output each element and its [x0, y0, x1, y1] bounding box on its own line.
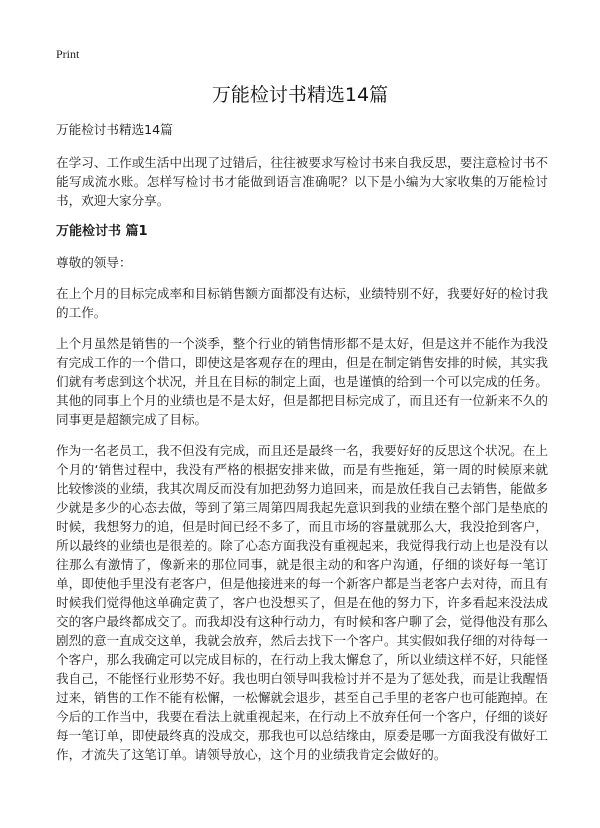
document-subtitle: 万能检讨书精选14篇 — [56, 122, 173, 137]
intro-paragraph: 在学习、工作或生活中出现了过错后，往往被要求写检讨书来自我反思，要注意检讨书不能写成流水账。怎样写检讨书才能做到语言准确呢？以下是小编为大家收集的万能检讨书，欢迎大家分享。 — [56, 155, 548, 208]
body-paragraph: 作为一名老员工，我不但没有完成，而且还是最终一名，我要好好的反思这个状况。在上个月的‘销售过程中，我没有严格的根据安排来做，而是有些拖延，第一周的时候原来就比较惨淡的业绩，我其次周反而没有加把劲努力追回来，而是放任我自己去销售，能做多少就是多少的心态去做，等到了第三周第四周我起先意识到我的业绩在整个部门是垫底的时候，我想努力的追，但是时间已经不多了，而且市场的容量就那么大，我没抢到客户，所以最终的业绩也是很差的。除了心态方面我没有重视起来，我觉得我行动上也是没有以往那么有激情了，像新来的那位同事，就是很主动的和客户沟通，仔细的谈好每一笔订单，即使他手里没有老客户，但是他接进来的每一个新客户都是当老客户去对待，而且有时候我们觉得他这单确定黄了，客户也没想买了，但是在他的努力下，许多看起来没法成交的客户最终都成交了。而我却没有这种行动力，有时候和客户聊了会，觉得他没有那么剧烈的意一直成交这单，我就会放弃，然后去找下一个客户。其实假如我仔细的对待每一个客户，那么我确定可以完成目标的，在行动上我太懈怠了，所以业绩这样不好，只能怪我自己，不能怪行业形势不好。我也明白领导叫我检讨并不是为了惩处我，而是让我醒悟过来，销售的工作不能有松懈，一松懈就会退步，甚至自己手里的老客户也可能跑掉。在今后的工作当中，我要在看法上就重视起来，在行动上不放弃任何一个客户，仔细的谈好每一笔订单，即使最终真的没成交，那我也可以总结缘由，原委是哪一方面我没有做好工作，才流失了这笔订单。请领导放心，这个月的业绩我肯定会做好的。 — [56, 443, 548, 762]
greeting: 尊敬的领导： — [56, 255, 132, 270]
body-paragraph: 在上个月的目标完成率和目标销售额方面都没有达标，业绩特别不好，我要好好的检讨我的工作。 — [56, 286, 548, 320]
document-title: 万能检讨书精选14篇 — [211, 84, 389, 106]
print-link[interactable]: Print — [56, 47, 80, 61]
document-body — [56, 120, 548, 776]
section-heading: 万能检讨书 篇1 — [56, 224, 148, 239]
body-paragraph: 上个月虽然是销售的一个淡季，整个行业的销售情形都不是太好，但是这并不能作为我没有完成工作的一个借口，即使这是客观存在的理由，但是在制定销售安排的时候，其实我们就有考虑到这个状况，并且在目标的制定上面，也是谨慎的给到一个可以完成的任务。其他的同事上个月的业绩也是不是太好，但是都把目标完成了，而且还有一位新来不久的同事更是超额完成了目标。 — [56, 336, 548, 427]
